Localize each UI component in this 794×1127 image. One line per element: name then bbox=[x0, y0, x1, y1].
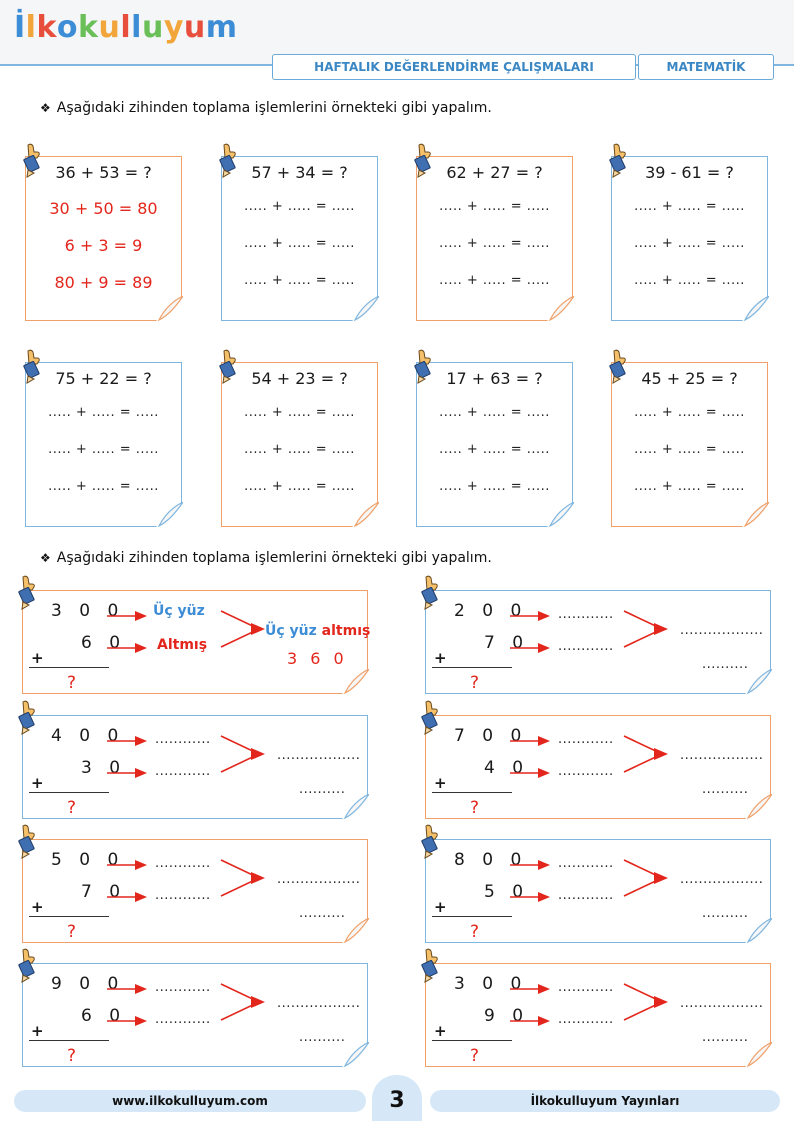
answer-blank[interactable]: ..... + ..... = ..... bbox=[244, 442, 355, 457]
bottom-number: 3 0 bbox=[81, 758, 127, 778]
arrow-icon bbox=[107, 764, 147, 783]
merge-arrow-icon bbox=[219, 734, 267, 778]
problem-expression: 39 - 61 = ? bbox=[645, 163, 734, 182]
result-word-b: altmış bbox=[321, 623, 371, 639]
merge-arrow-icon bbox=[622, 858, 670, 902]
arrow-icon bbox=[107, 888, 147, 907]
arrow-icon bbox=[107, 1012, 147, 1031]
question-mark: ? bbox=[470, 1046, 480, 1066]
example-card bbox=[25, 156, 182, 321]
plus-sign: + bbox=[434, 898, 447, 916]
problem-expression: 36 + 53 = ? bbox=[55, 163, 152, 182]
problem-expression: 45 + 25 = ? bbox=[641, 369, 738, 388]
pencil-pointer-icon bbox=[17, 575, 39, 611]
problem-card bbox=[22, 839, 368, 943]
problem-expression: 17 + 63 = ? bbox=[446, 369, 543, 388]
answer-blank[interactable]: ..... + ..... = ..... bbox=[439, 236, 550, 251]
arrow-icon bbox=[107, 732, 147, 751]
question-mark: ? bbox=[470, 673, 480, 693]
arrow-icon bbox=[510, 732, 550, 751]
page-curl-icon bbox=[744, 918, 772, 944]
problem-expression: 75 + 22 = ? bbox=[55, 369, 152, 388]
result-words bbox=[265, 623, 370, 639]
answer-blank[interactable]: ..... + ..... = ..... bbox=[634, 236, 745, 251]
answer-blank[interactable]: ..... + ..... = ..... bbox=[244, 236, 355, 251]
answer-blank[interactable]: ..... + ..... = ..... bbox=[439, 199, 550, 214]
top-number: 3 0 0 bbox=[51, 601, 125, 621]
bottom-number: 9 0 bbox=[484, 1006, 530, 1026]
problem-card bbox=[611, 156, 768, 321]
problem-expression: 62 + 27 = ? bbox=[446, 163, 543, 182]
result-words-blank[interactable]: .................. bbox=[277, 748, 361, 763]
answer-blank[interactable]: ..... + ..... = ..... bbox=[48, 442, 159, 457]
example-step: 30 + 50 = 80 bbox=[49, 199, 158, 218]
answer-blank[interactable]: ..... + ..... = ..... bbox=[244, 199, 355, 214]
top-number: 7 0 0 bbox=[454, 726, 528, 746]
instruction-1: ❖ Aşağıdaki zihinden toplama işlemlerini örnekteki gibi yapalım. bbox=[40, 100, 492, 116]
word-blank-bottom[interactable]: ............ bbox=[155, 1012, 211, 1027]
problem-card bbox=[22, 715, 368, 819]
page-curl-icon bbox=[341, 794, 369, 820]
page-number: 3 bbox=[372, 1075, 422, 1121]
bottom-number: 4 0 bbox=[484, 758, 530, 778]
word-blank-top[interactable]: ............ bbox=[155, 980, 211, 995]
problem-card bbox=[25, 362, 182, 527]
page-curl-icon bbox=[155, 296, 183, 322]
problem-card bbox=[221, 362, 378, 527]
result-words-blank[interactable]: .................. bbox=[680, 748, 764, 763]
page-curl-icon bbox=[341, 1042, 369, 1068]
worksheet-title: HAFTALIK DEĞERLENDİRME ÇALIŞMALARI bbox=[272, 54, 636, 80]
answer-blank[interactable]: ..... + ..... = ..... bbox=[244, 405, 355, 420]
word-blank-top[interactable]: ............ bbox=[558, 732, 614, 747]
pencil-pointer-icon bbox=[420, 575, 442, 611]
page-curl-icon bbox=[341, 669, 369, 695]
example-step: 80 + 9 = 89 bbox=[54, 273, 153, 292]
instruction-2: ❖ Aşağıdaki zihinden toplama işlemlerini örnekteki gibi yapalım. bbox=[40, 550, 492, 566]
page-curl-icon bbox=[741, 296, 769, 322]
word-blank-bottom[interactable]: ............ bbox=[155, 888, 211, 903]
top-number: 8 0 0 bbox=[454, 850, 528, 870]
word-blank-bottom[interactable]: ............ bbox=[558, 1012, 614, 1027]
footer-website: www.ilkokulluyum.com bbox=[14, 1090, 366, 1112]
plus-sign: + bbox=[434, 774, 447, 792]
question-mark: ? bbox=[470, 922, 480, 942]
merge-arrow-icon bbox=[622, 982, 670, 1026]
top-number: 4 0 0 bbox=[51, 726, 125, 746]
diamond-bullet-icon: ❖ bbox=[40, 101, 51, 115]
diamond-bullet-icon: ❖ bbox=[40, 551, 51, 565]
problem-card bbox=[425, 963, 771, 1067]
result-number-blank[interactable]: .......... bbox=[702, 657, 749, 672]
answer-blank[interactable]: ..... + ..... = ..... bbox=[439, 442, 550, 457]
pencil-pointer-icon bbox=[17, 700, 39, 736]
sum-line bbox=[29, 792, 109, 793]
plus-sign: + bbox=[434, 1022, 447, 1040]
logo: İlkokulluyum bbox=[14, 10, 238, 45]
plus-sign: + bbox=[434, 649, 447, 667]
page-curl-icon bbox=[155, 502, 183, 528]
page-curl-icon bbox=[546, 296, 574, 322]
subject-label: MATEMATİK bbox=[638, 54, 774, 80]
page-curl-icon bbox=[351, 296, 379, 322]
word-blank-top[interactable]: ............ bbox=[558, 856, 614, 871]
bottom-number: 6 0 bbox=[81, 633, 127, 653]
arrow-icon bbox=[510, 639, 550, 658]
result-number-blank[interactable]: .......... bbox=[702, 1030, 749, 1045]
plus-sign: + bbox=[31, 898, 44, 916]
result-number-blank[interactable]: .......... bbox=[702, 782, 749, 797]
example-card bbox=[22, 590, 371, 694]
arrow-icon bbox=[107, 980, 147, 999]
page-curl-icon bbox=[546, 502, 574, 528]
arrow-icon bbox=[510, 1012, 550, 1031]
result-number-blank[interactable]: .......... bbox=[299, 1030, 346, 1045]
result-words-blank[interactable]: .................. bbox=[680, 623, 764, 638]
answer-blank[interactable]: ..... + ..... = ..... bbox=[634, 273, 745, 288]
question-mark: ? bbox=[67, 673, 77, 693]
sum-line bbox=[432, 916, 512, 917]
merge-arrow-icon bbox=[622, 734, 670, 778]
top-number: 3 0 0 bbox=[454, 974, 528, 994]
plus-sign: + bbox=[31, 774, 44, 792]
word-blank-bottom[interactable]: ............ bbox=[155, 764, 211, 779]
answer-blank[interactable]: ..... + ..... = ..... bbox=[48, 405, 159, 420]
question-mark: ? bbox=[67, 1046, 77, 1066]
result-words-blank[interactable]: .................. bbox=[680, 996, 764, 1011]
result-number: 3 6 0 bbox=[287, 649, 348, 668]
answer-blank[interactable]: ..... + ..... = ..... bbox=[439, 405, 550, 420]
pencil-pointer-icon bbox=[420, 824, 442, 860]
result-word-a: Üç yüz bbox=[265, 623, 317, 639]
word-bottom: Altmış bbox=[157, 637, 208, 653]
result-words-blank[interactable]: .................. bbox=[277, 996, 361, 1011]
bottom-number: 6 0 bbox=[81, 1006, 127, 1026]
page-curl-icon bbox=[341, 918, 369, 944]
result-words-blank[interactable]: .................. bbox=[680, 872, 764, 887]
word-blank-bottom[interactable]: ............ bbox=[558, 764, 614, 779]
top-number: 2 0 0 bbox=[454, 601, 528, 621]
problem-card bbox=[425, 715, 771, 819]
arrow-icon bbox=[510, 856, 550, 875]
word-blank-top[interactable]: ............ bbox=[558, 980, 614, 995]
answer-blank[interactable]: ..... + ..... = ..... bbox=[634, 442, 745, 457]
page-curl-icon bbox=[744, 669, 772, 695]
arrow-icon bbox=[510, 980, 550, 999]
arrow-icon bbox=[107, 856, 147, 875]
answer-blank[interactable]: ..... + ..... = ..... bbox=[48, 479, 159, 494]
sum-line bbox=[29, 667, 109, 668]
page-curl-icon bbox=[741, 502, 769, 528]
question-mark: ? bbox=[67, 922, 77, 942]
merge-arrow-icon bbox=[622, 609, 670, 653]
arrow-icon bbox=[510, 764, 550, 783]
result-number-blank[interactable]: .......... bbox=[702, 906, 749, 921]
arrow-icon bbox=[107, 607, 147, 626]
sum-line bbox=[432, 667, 512, 668]
answer-blank[interactable]: ..... + ..... = ..... bbox=[634, 199, 745, 214]
result-words-blank[interactable]: .................. bbox=[277, 872, 361, 887]
bottom-number: 7 0 bbox=[484, 633, 530, 653]
problem-expression: 54 + 23 = ? bbox=[251, 369, 348, 388]
answer-blank[interactable]: ..... + ..... = ..... bbox=[634, 479, 745, 494]
pencil-pointer-icon bbox=[17, 824, 39, 860]
example-step: 6 + 3 = 9 bbox=[64, 236, 143, 255]
pencil-pointer-icon bbox=[17, 948, 39, 984]
word-blank-top[interactable]: ............ bbox=[558, 607, 614, 622]
result-number-blank[interactable]: .......... bbox=[299, 782, 346, 797]
sum-line bbox=[29, 916, 109, 917]
plus-sign: + bbox=[31, 1022, 44, 1040]
page-curl-icon bbox=[744, 1042, 772, 1068]
sum-line bbox=[432, 792, 512, 793]
word-blank-bottom[interactable]: ............ bbox=[558, 888, 614, 903]
merge-arrow-icon bbox=[219, 609, 267, 653]
sum-line bbox=[432, 1040, 512, 1041]
problem-card bbox=[221, 156, 378, 321]
question-mark: ? bbox=[470, 798, 480, 818]
merge-arrow-icon bbox=[219, 858, 267, 902]
answer-blank[interactable]: ..... + ..... = ..... bbox=[439, 273, 550, 288]
arrow-icon bbox=[107, 639, 147, 658]
answer-blank[interactable]: ..... + ..... = ..... bbox=[244, 479, 355, 494]
pencil-pointer-icon bbox=[420, 700, 442, 736]
plus-sign: + bbox=[31, 649, 44, 667]
problem-card bbox=[611, 362, 768, 527]
arrow-icon bbox=[510, 607, 550, 626]
sum-line bbox=[29, 1040, 109, 1041]
word-top: Üç yüz bbox=[153, 603, 205, 619]
bottom-number: 7 0 bbox=[81, 882, 127, 902]
word-blank-top[interactable]: ............ bbox=[155, 856, 211, 871]
page-curl-icon bbox=[351, 502, 379, 528]
bottom-number: 5 0 bbox=[484, 882, 530, 902]
problem-expression: 57 + 34 = ? bbox=[251, 163, 348, 182]
arrow-icon bbox=[510, 888, 550, 907]
word-blank-top[interactable]: ............ bbox=[155, 732, 211, 747]
page-curl-icon bbox=[744, 794, 772, 820]
problem-card bbox=[425, 839, 771, 943]
footer-publisher: İlkokulluyum Yayınları bbox=[430, 1090, 780, 1112]
problem-card bbox=[416, 156, 573, 321]
top-number: 5 0 0 bbox=[51, 850, 125, 870]
answer-blank[interactable]: ..... + ..... = ..... bbox=[634, 405, 745, 420]
problem-card bbox=[22, 963, 368, 1067]
problem-card bbox=[425, 590, 771, 694]
merge-arrow-icon bbox=[219, 982, 267, 1026]
result-number-blank[interactable]: .......... bbox=[299, 906, 346, 921]
answer-blank[interactable]: ..... + ..... = ..... bbox=[439, 479, 550, 494]
answer-blank[interactable]: ..... + ..... = ..... bbox=[244, 273, 355, 288]
question-mark: ? bbox=[67, 798, 77, 818]
top-number: 9 0 0 bbox=[51, 974, 125, 994]
word-blank-bottom[interactable]: ............ bbox=[558, 639, 614, 654]
problem-card bbox=[416, 362, 573, 527]
pencil-pointer-icon bbox=[420, 948, 442, 984]
